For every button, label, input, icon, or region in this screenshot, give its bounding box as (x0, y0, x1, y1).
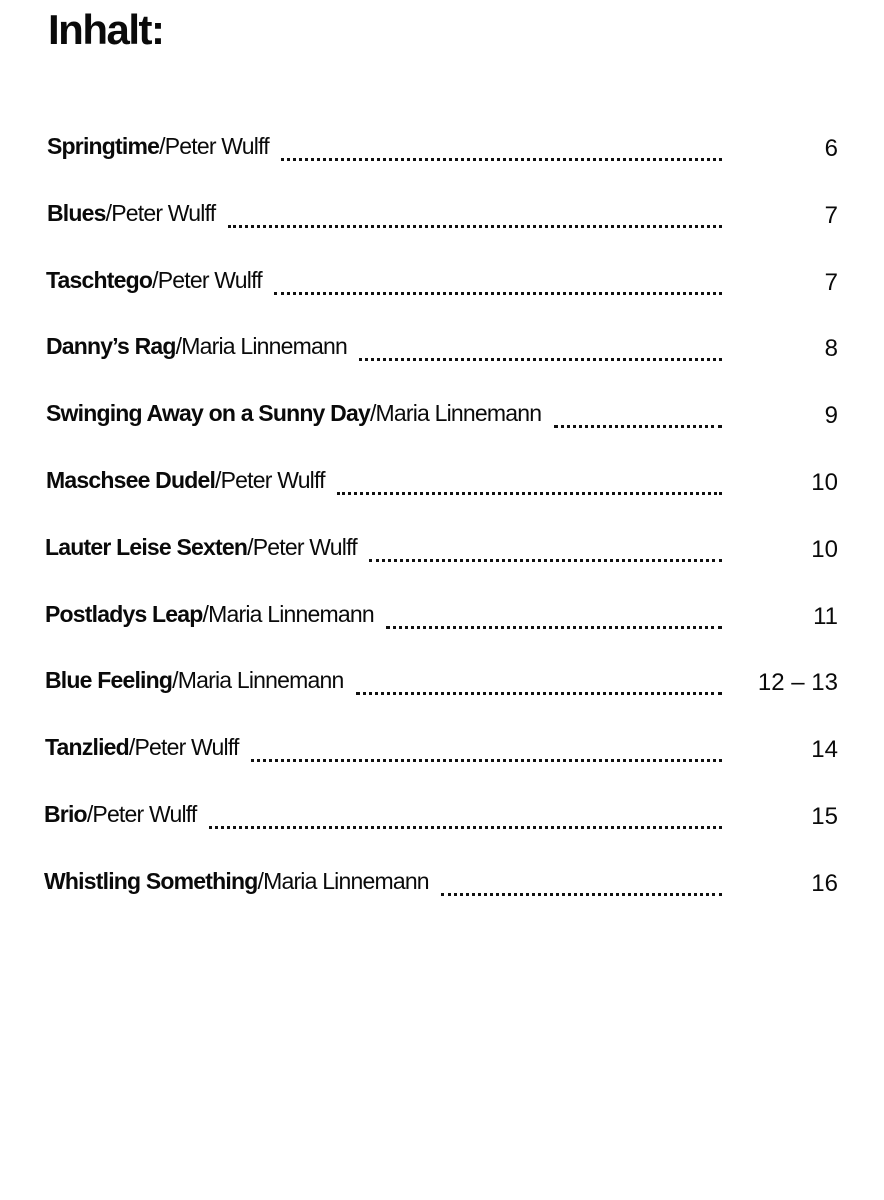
toc-entry-text (44, 799, 197, 829)
toc-entry-text (44, 866, 429, 896)
composer-name: /Peter Wulff (128, 734, 239, 761)
composer-name: /Maria Linnemann (202, 600, 374, 627)
dot-leader (274, 272, 722, 295)
dot-leader (554, 405, 722, 428)
toc-entry-text (45, 665, 343, 695)
toc-entry[interactable] (0, 532, 884, 599)
toc-entry[interactable] (0, 131, 884, 198)
dot-leader (281, 138, 722, 161)
toc-entry[interactable] (0, 799, 884, 866)
composer-name: /Maria Linnemann (257, 867, 429, 894)
toc-entry[interactable] (0, 866, 884, 933)
toc-entry[interactable] (0, 665, 884, 732)
dot-leader (441, 873, 722, 896)
toc-entry[interactable] (0, 198, 884, 265)
page-number: 16 (811, 869, 838, 897)
composer-name: /Maria Linnemann (369, 400, 542, 427)
toc-entry[interactable] (0, 265, 884, 332)
song-title: Blue Feeling (45, 667, 173, 694)
composer-name: /Maria Linnemann (172, 667, 344, 694)
song-title: Danny’s Rag (46, 333, 176, 360)
song-title: Swinging Away on a Sunny Day (46, 400, 370, 427)
song-title: Postladys Leap (45, 600, 203, 627)
dot-leader (251, 739, 722, 762)
toc-entry[interactable] (0, 398, 884, 465)
page-number: 11 (813, 602, 838, 630)
page-number: 14 (811, 736, 838, 764)
song-title: Taschtego (46, 266, 153, 293)
page-number: 7 (824, 268, 838, 296)
composer-name: /Peter Wulff (159, 133, 269, 159)
toc-entry-text (47, 198, 215, 228)
toc-entry-text (45, 732, 239, 762)
dot-leader (359, 338, 722, 361)
composer-name: /Peter Wulff (152, 266, 262, 293)
composer-name: /Peter Wulff (247, 533, 357, 560)
composer-name: /Peter Wulff (215, 466, 325, 493)
toc-entry-text (46, 331, 347, 361)
dot-leader (369, 539, 722, 562)
song-title: Brio (44, 800, 87, 827)
toc-entry[interactable] (0, 732, 884, 799)
dot-leader (209, 806, 722, 829)
page-number: 10 (811, 468, 838, 496)
page-title: Inhalt: (48, 6, 164, 53)
song-title: Maschsee Dudel (46, 466, 216, 493)
page-number: 8 (824, 335, 838, 363)
page-number: 9 (824, 402, 838, 430)
song-title: Lauter Leise Sexten (45, 533, 248, 560)
song-title: Springtime (47, 133, 160, 159)
composer-name: /Peter Wulff (86, 800, 197, 827)
dot-leader (337, 472, 722, 495)
composer-name: /Peter Wulff (105, 199, 216, 226)
composer-name: /Maria Linnemann (175, 333, 347, 360)
song-title: Blues (47, 199, 106, 226)
song-title: Tanzlied (45, 734, 129, 761)
toc-entry[interactable] (0, 599, 884, 666)
toc-entry-text (47, 131, 269, 161)
table-of-contents (0, 131, 884, 933)
toc-entry-text (46, 265, 262, 295)
page-number: 12 – 13 (757, 669, 838, 697)
page-number: 10 (811, 535, 838, 563)
toc-entry-text (46, 465, 325, 495)
toc-entry-text (46, 398, 541, 428)
toc-entry-text (45, 599, 374, 629)
page-number: 7 (824, 201, 838, 229)
song-title: Whistling Something (44, 867, 258, 894)
dot-leader (228, 205, 722, 228)
toc-entry-text (45, 532, 357, 562)
dot-leader (386, 606, 722, 629)
toc-entry[interactable] (0, 331, 884, 398)
page-number: 15 (811, 802, 838, 830)
dot-leader (356, 672, 722, 695)
page-number: 6 (824, 135, 838, 162)
toc-entry[interactable] (0, 465, 884, 532)
